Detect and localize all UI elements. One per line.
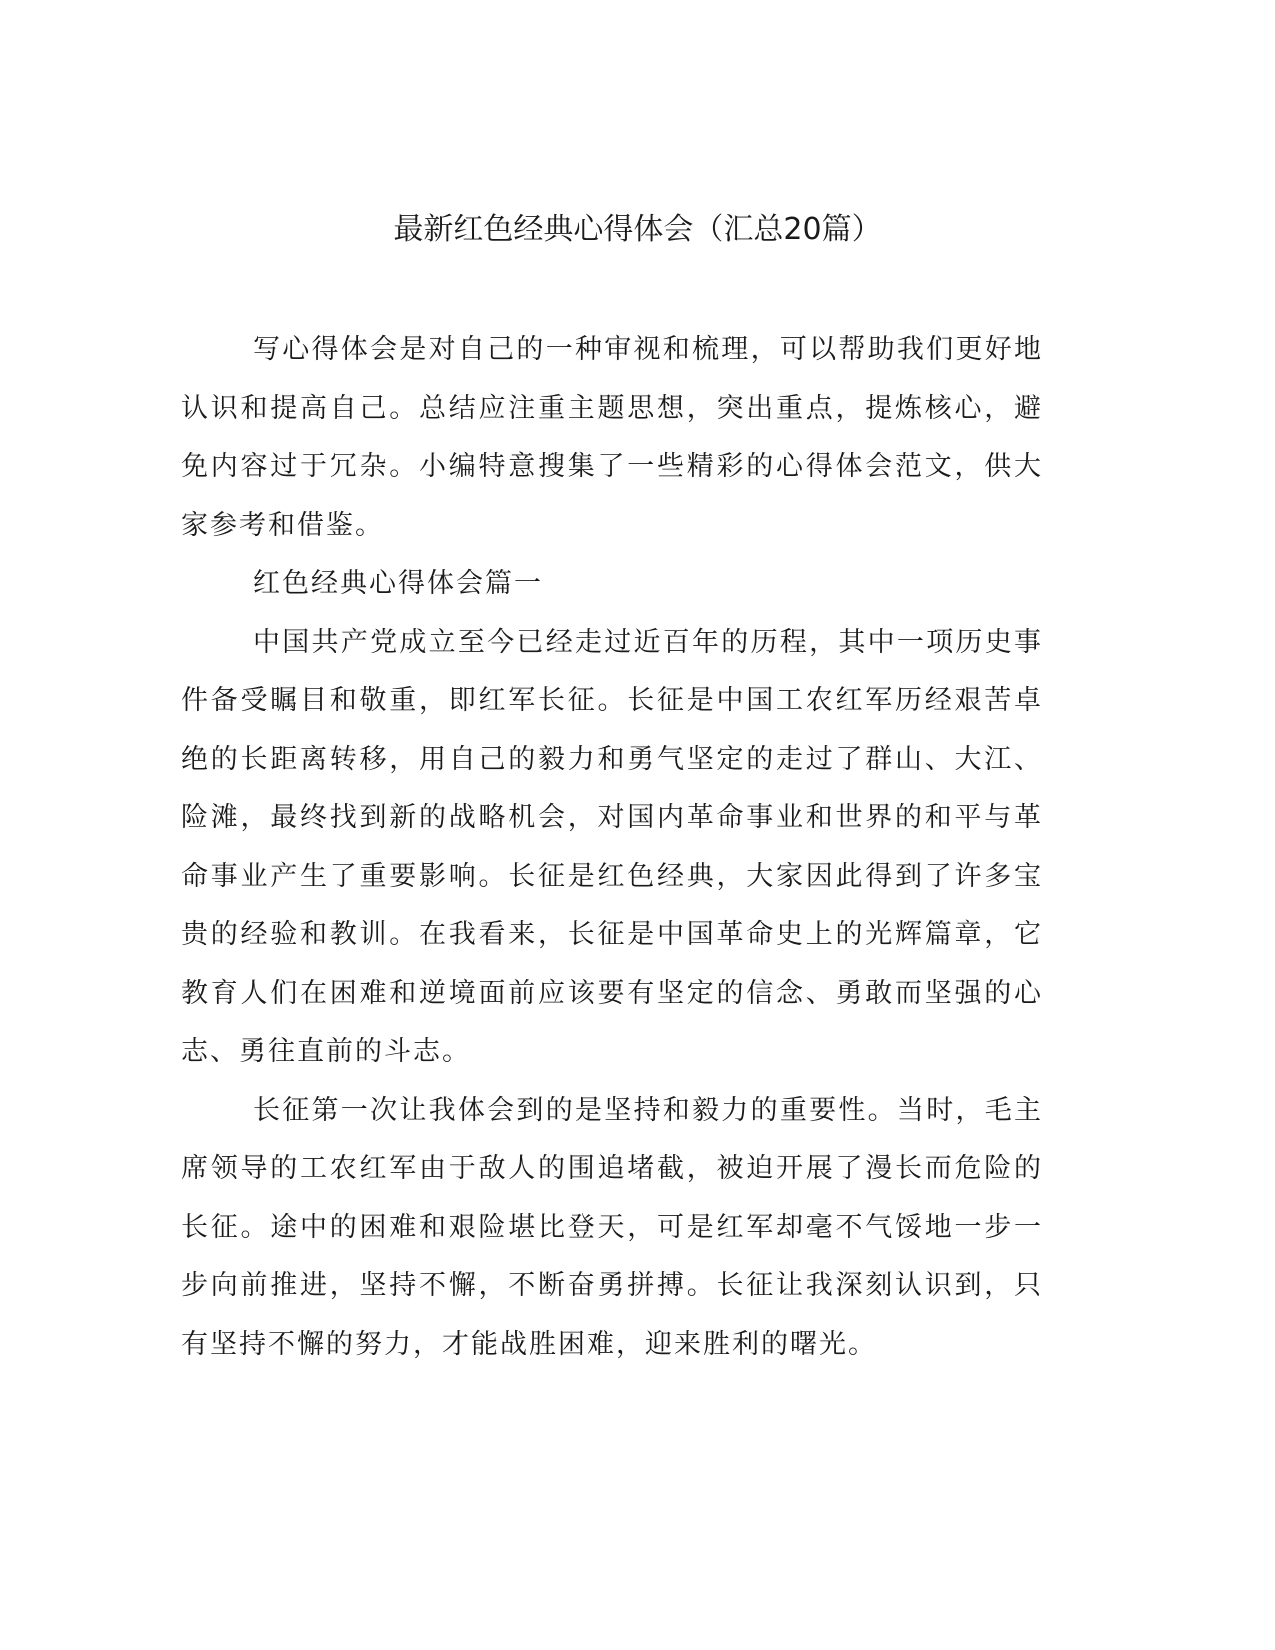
body-paragraph-2: 长征第一次让我体会到的是坚持和毅力的重要性。当时，毛主席领导的工农红军由于敌人的围追堵截，被迫开展了漫长而危险的长征。途中的困难和艰险堪比登天，可是红军却毫不气馁地一步一步向前推进，坚持不懈，不断奋勇拼搏。长征让我深刻认识到，只有坚持不懈的努力，才能战胜困难，迎来胜利的曙光。	[181, 1094, 1043, 1360]
body-paragraph-1: 中国共产党成立至今已经走过近百年的历程，其中一项历史事件备受瞩目和敬重，即红军长征。长征是中国工农红军历经艰苦卓绝的长距离转移，用自己的毅力和勇气坚定的走过了群山、大江、险滩，最终找到新的战略机会，对国内革命事业和世界的和平与革命事业产生了重要影响。长征是红色经典，大家因此得到了许多宝贵的经验和教训。在我看来，长征是中国革命史上的光辉篇章，它教育人们在困难和逆境面前应该要有坚定的信念、勇敢而坚强的心志、勇往直前的斗志。	[181, 626, 1043, 1067]
page-title: 最新红色经典心得体会（汇总20篇）	[393, 212, 882, 247]
document-body	[181, 321, 1043, 1374]
section-heading: 红色经典心得体会篇一	[253, 568, 543, 599]
intro-paragraph: 写心得体会是对自己的一种审视和梳理，可以帮助我们更好地认识和提高自己。总结应注重主题思想，突出重点，提炼核心，避免内容过于冗杂。小编特意搜集了一些精彩的心得体会范文，供大家参考和借鉴。	[181, 334, 1043, 541]
